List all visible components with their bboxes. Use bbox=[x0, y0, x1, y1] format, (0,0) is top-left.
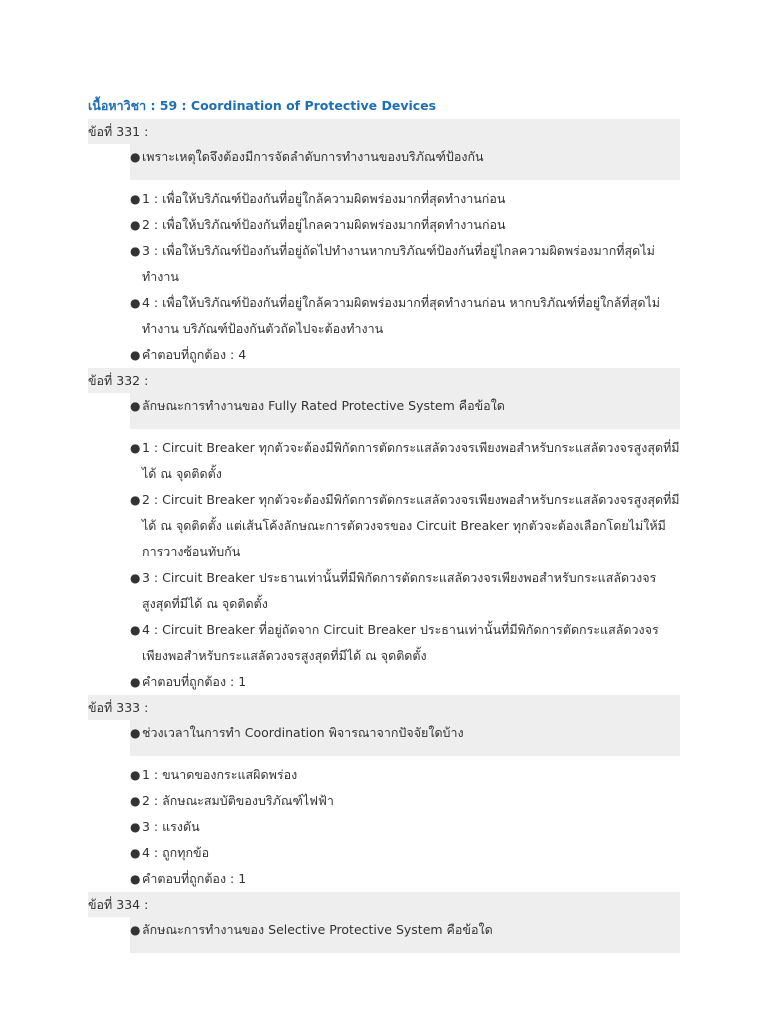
choice-item bbox=[88, 212, 680, 238]
question-number: ข้อที่ 331 : bbox=[88, 119, 680, 144]
choice-text: 4 : ถูกทุกข้อ bbox=[142, 845, 210, 860]
question-number: ข้อที่ 332 : bbox=[88, 368, 680, 393]
answer-item bbox=[88, 669, 680, 695]
bullet-icon: ● bbox=[130, 348, 141, 362]
choice-item bbox=[88, 290, 680, 342]
choice-text: 3 : แรงดัน bbox=[142, 819, 200, 834]
choice-item bbox=[88, 788, 680, 814]
bullet-icon: ● bbox=[130, 726, 141, 740]
bullet-icon: ● bbox=[130, 846, 141, 860]
question-number: ข้อที่ 334 : bbox=[88, 892, 680, 917]
question-text-item bbox=[130, 144, 680, 180]
bullet-icon: ● bbox=[130, 218, 141, 232]
questions-container bbox=[88, 119, 680, 959]
question-text: ลักษณะการทำงานของ Fully Rated Protective System คือข้อใด bbox=[142, 398, 505, 413]
choice-item bbox=[88, 617, 680, 669]
subject-title: เนื้อหาวิชา : 59 : Coordination of Protective Devices bbox=[88, 98, 437, 113]
bullet-icon: ● bbox=[130, 768, 141, 782]
choice-item bbox=[88, 565, 680, 617]
question-block-334 bbox=[88, 892, 680, 953]
bullet-icon: ● bbox=[130, 192, 141, 206]
choice-text: 2 : เพื่อให้บริภัณฑ์ป้องกันที่อยู่ไกลความผิดพร่องมากที่สุดทำงานก่อน bbox=[142, 217, 506, 232]
choice-text: 3 : Circuit Breaker ประธานเท่านั้นที่มีพิกัดการตัดกระแสลัดวงจรเพียงพอสำหรับกระแสลัดวงจรสูงสุดที่มีได้ ณ จุดติดตั้ง bbox=[142, 570, 657, 611]
question-block-333 bbox=[88, 695, 680, 892]
bullet-icon: ● bbox=[130, 493, 141, 507]
question-block-332 bbox=[88, 368, 680, 695]
bullet-icon: ● bbox=[130, 244, 141, 258]
bullet-icon: ● bbox=[130, 923, 141, 937]
question-text-item bbox=[130, 393, 680, 429]
question-list bbox=[88, 393, 680, 695]
choice-text: 2 : ลักษณะสมบัติของบริภัณฑ์ไฟฟ้า bbox=[142, 793, 334, 808]
question-list bbox=[88, 720, 680, 892]
bullet-icon: ● bbox=[130, 872, 141, 886]
bullet-icon: ● bbox=[130, 571, 141, 585]
bullet-icon: ● bbox=[130, 399, 141, 413]
question-list bbox=[88, 917, 680, 953]
choice-item bbox=[88, 814, 680, 840]
choice-text: 4 : Circuit Breaker ที่อยู่ถัดจาก Circuit Breaker ประธานเท่านั้นที่มีพิกัดการตัดกระแสลัดวงจรเพียงพอสำหรับกระแสลัดวงจรสูงสุดที่มีได้ ณ จุดติดตั้ง bbox=[142, 622, 659, 663]
answer-text: คำตอบที่ถูกต้อง : 1 bbox=[142, 674, 247, 689]
bullet-icon: ● bbox=[130, 820, 141, 834]
question-number: ข้อที่ 333 : bbox=[88, 695, 680, 720]
question-text: ลักษณะการทำงานของ Selective Protective System คือข้อใด bbox=[142, 922, 493, 937]
choice-item bbox=[88, 840, 680, 866]
answer-item bbox=[88, 866, 680, 892]
choice-text: 4 : เพื่อให้บริภัณฑ์ป้องกันที่อยู่ใกล้ความผิดพร่องมากที่สุดทำงานก่อน หากบริภัณฑ์ที่อยู่ใกล้ที่สุดไม่ทำงาน บริภัณฑ์ป้องกันตัวถัดไปจะต้องทำงาน bbox=[142, 295, 660, 336]
choice-text: 1 : ขนาดของกระแสผิดพร่อง bbox=[142, 767, 298, 782]
choice-text: 3 : เพื่อให้บริภัณฑ์ป้องกันที่อยู่ถัดไปทำงานหากบริภัณฑ์ป้องกันที่อยู่ไกลความผิดพร่องมากที่สุดไม่ทำงาน bbox=[142, 243, 655, 284]
bullet-icon: ● bbox=[130, 150, 141, 164]
question-text-item bbox=[130, 720, 680, 756]
choice-text: 1 : Circuit Breaker ทุกตัวจะต้องมีพิกัดการตัดกระแสลัดวงจรเพียงพอสำหรับกระแสลัดวงจรสูงสุดที่มีได้ ณ จุดติดตั้ง bbox=[142, 440, 680, 481]
question-text-item bbox=[130, 917, 680, 953]
answer-text: คำตอบที่ถูกต้อง : 1 bbox=[142, 871, 247, 886]
bullet-icon: ● bbox=[130, 675, 141, 689]
question-text: เพราะเหตุใดจึงต้องมีการจัดลำดับการทำงานของบริภัณฑ์ป้องกัน bbox=[142, 149, 484, 164]
choice-item bbox=[88, 238, 680, 290]
question-block-331 bbox=[88, 119, 680, 368]
bullet-icon: ● bbox=[130, 441, 141, 455]
bullet-icon: ● bbox=[130, 623, 141, 637]
bullet-icon: ● bbox=[130, 794, 141, 808]
choice-item bbox=[88, 762, 680, 788]
choice-item bbox=[88, 186, 680, 212]
question-text: ช่วงเวลาในการทำ Coordination พิจารณาจากปัจจัยใดบ้าง bbox=[142, 725, 464, 740]
question-list bbox=[88, 144, 680, 368]
choice-item bbox=[88, 487, 680, 565]
choice-item bbox=[88, 435, 680, 487]
choice-text: 2 : Circuit Breaker ทุกตัวจะต้องมีพิกัดการตัดกระแสลัดวงจรเพียงพอสำหรับกระแสลัดวงจรสูงสุดที่มีได้ ณ จุดติดตั้ง แต่เส้นโค้งลักษณะการตัดวงจรของ Circuit Breaker ทุกตัวจะต้องเลือกโดยไม่ให้มีการวางซ้อนทับกัน bbox=[142, 492, 680, 559]
bullet-icon: ● bbox=[130, 296, 141, 310]
answer-text: คำตอบที่ถูกต้อง : 4 bbox=[142, 347, 247, 362]
choice-text: 1 : เพื่อให้บริภัณฑ์ป้องกันที่อยู่ใกล้ความผิดพร่องมากที่สุดทำงานก่อน bbox=[142, 191, 506, 206]
answer-item bbox=[88, 342, 680, 368]
